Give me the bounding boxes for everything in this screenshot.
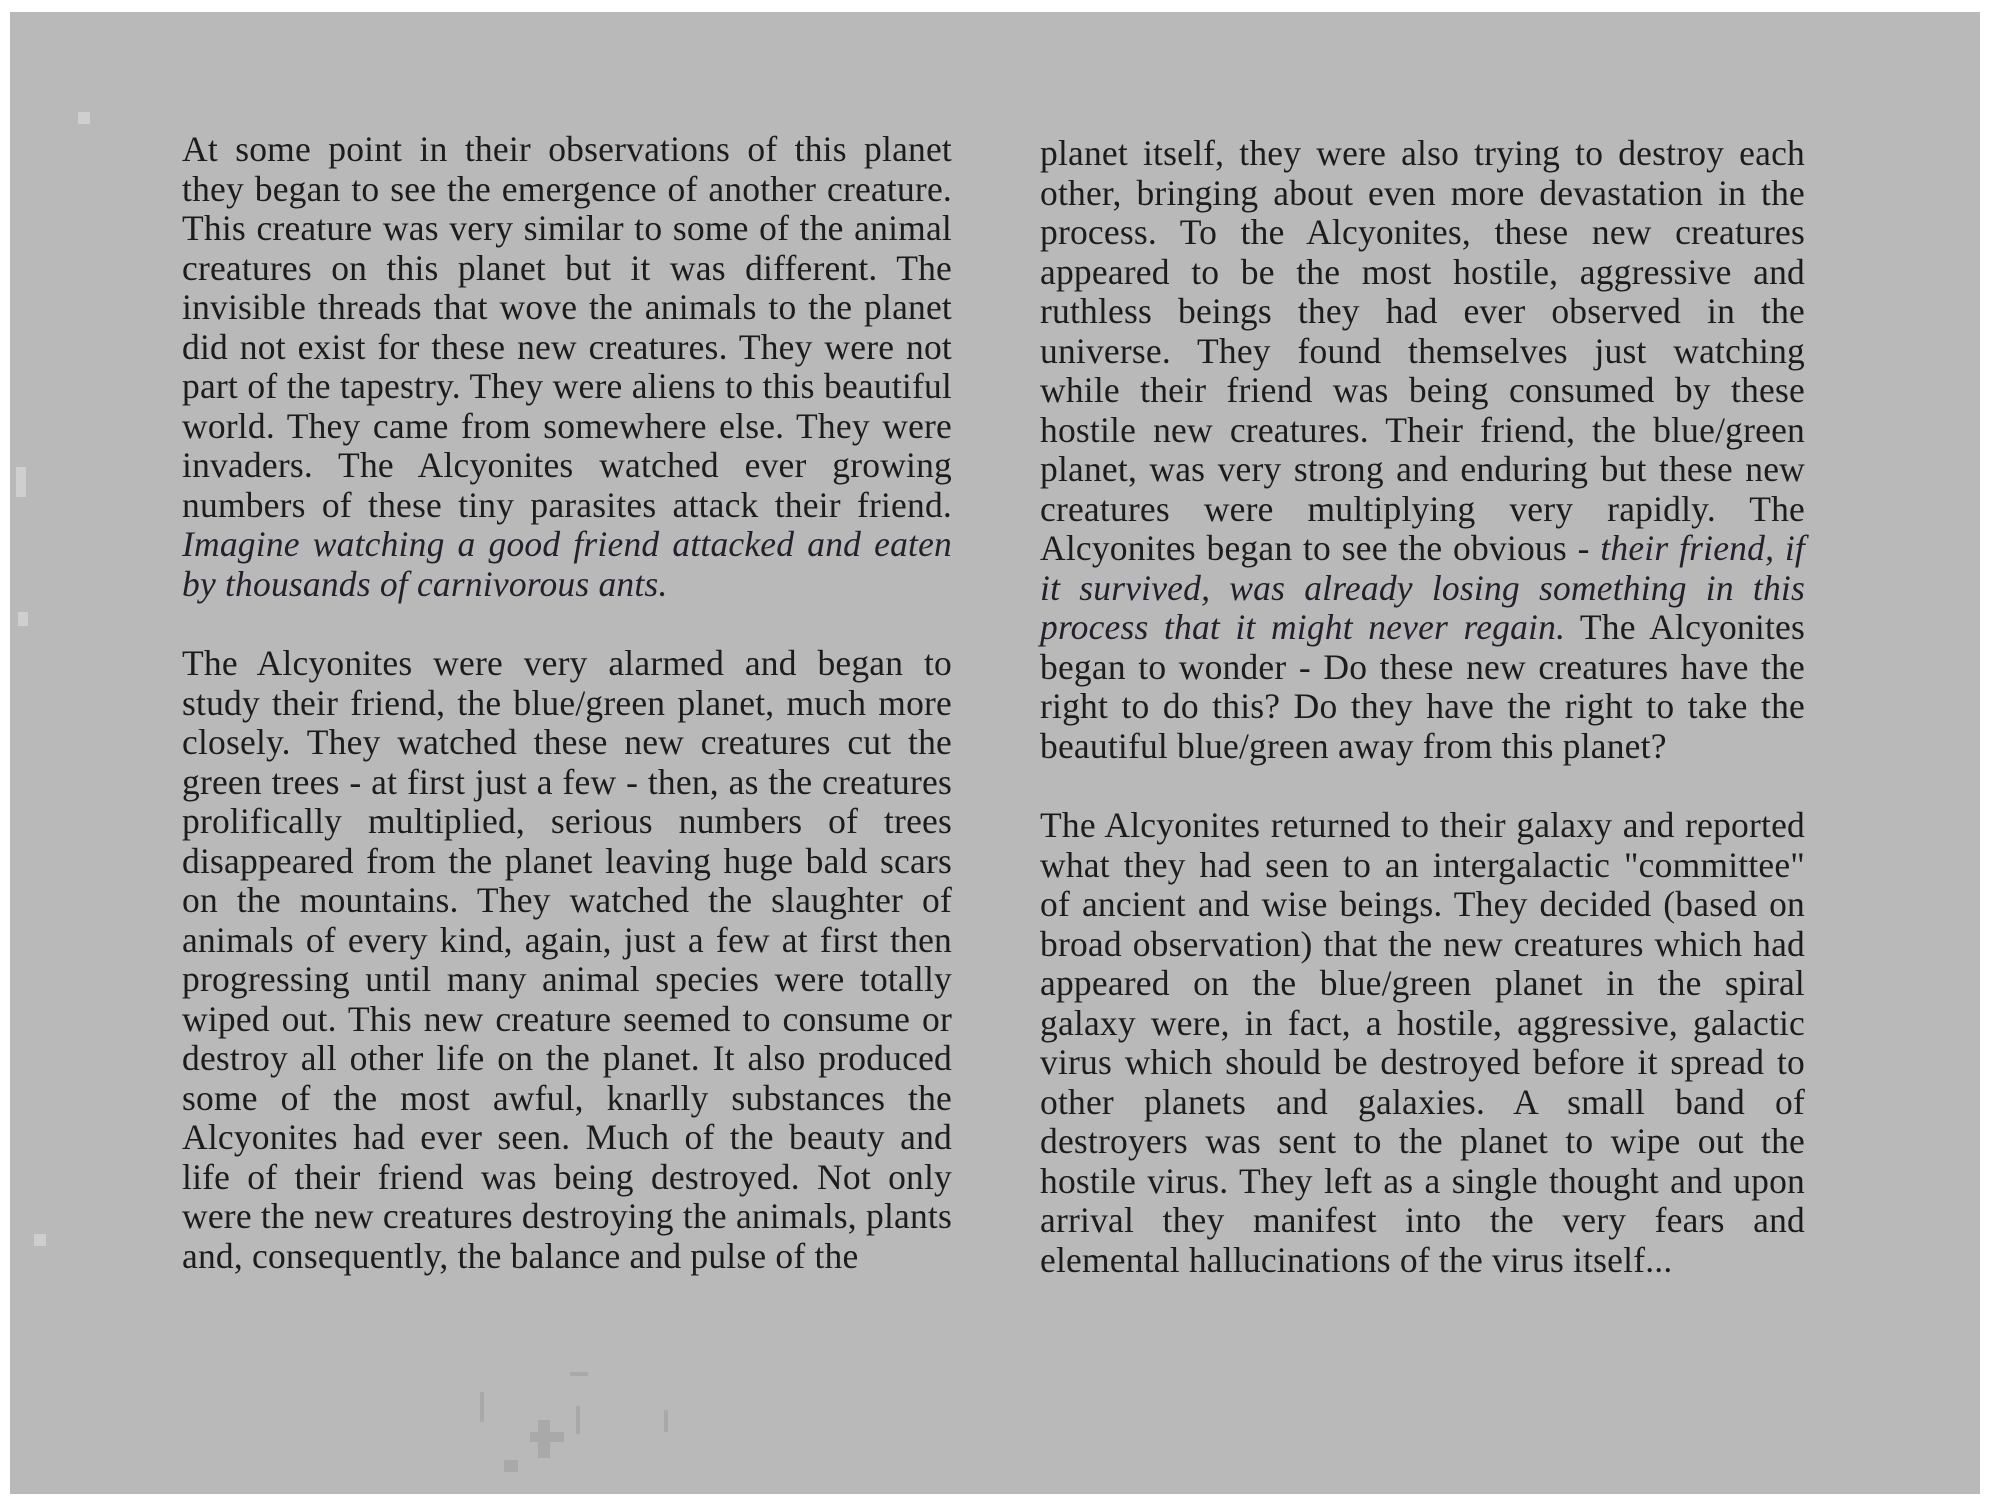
right-paragraph-1-text-before: planet itself, they were also trying to destroy each other, bringing about even more devastation in the process. To the Alcyonites, these new creatures appeared to be the most hostile, aggressive and ruthless beings they had ever observed in the universe. They found themselves just watching while their friend was being consumed by these hostile new creatures. Their friend, the blue/green planet, was very strong and enduring but these new creatures were multiplying very rapidly. The Alcyonites began to see the obvious -: [1040, 133, 1805, 568]
left-column: [182, 130, 952, 1316]
right-paragraph-2: [1040, 806, 1805, 1280]
right-paragraph-1-italic: their friend, if it survived, was already losing something in this process that it might never regain.: [1040, 528, 1805, 647]
left-paragraph-1: [182, 130, 952, 604]
scan-speck: [504, 1460, 518, 1472]
left-paragraph-1-italic: Imagine watching a good friend attacked and eaten by thousands of carnivorous ants.: [182, 524, 952, 604]
scan-speck: [570, 1372, 588, 1376]
right-column: [1040, 134, 1805, 1320]
left-paragraph-1-text: At some point in their observations of this planet they began to see the emergence of another creature. This creature was very similar to some of the animal creatures on this planet but it was different. The invisible threads that wove the animals to the planet did not exist for these new creatures. They were not part of the tapestry. They were aliens to this beautiful world. They came from somewhere else. They were invaders. The Alcyonites watched ever growing numbers of these tiny parasites attack their friend.: [182, 129, 952, 525]
scan-speck: [664, 1410, 668, 1432]
scan-speck: [78, 112, 90, 124]
right-paragraph-1-text-after: The Alcyonites began to wonder - Do these new creatures have the right to do this? Do they have the right to take the beautiful blue/green away from this planet?: [1040, 607, 1805, 766]
scan-speck: [538, 1420, 550, 1458]
scanned-page: [10, 12, 1980, 1494]
scan-speck: [480, 1392, 484, 1422]
left-paragraph-2: [182, 644, 952, 1276]
right-paragraph-1: [1040, 134, 1805, 766]
scan-speck: [576, 1406, 580, 1434]
left-paragraph-2-text: The Alcyonites were very alarmed and began to study their friend, the blue/green planet, much more closely. They watched these new creatures cut the green trees - at first just a few - then, as the creatures prolifically multiplied, serious numbers of trees disappeared from the planet leaving huge bald scars on the mountains. They watched the slaughter of animals of every kind, again, just a few at first then progressing until many animal species were totally wiped out. This new creature seemed to consume or destroy all other life on the planet. It also produced some of the most awful, knarlly substances the Alcyonites had ever seen. Much of the beauty and life of their friend was being destroyed. Not only were the new creatures destroying the animals, plants and, consequently, the balance and pulse of the: [182, 643, 952, 1276]
scan-speck: [18, 612, 28, 626]
right-paragraph-2-text: The Alcyonites returned to their galaxy and reported what they had seen to an intergalactic "committee" of ancient and wise beings. They decided (based on broad observation) that the new creatures which had appeared on the blue/green planet in the spiral galaxy were, in fact, a hostile, aggressive, galactic virus which should be destroyed before it spread to other planets and galaxies. A small band of destroyers was sent to the planet to wipe out the hostile virus. They left as a single thought and upon arrival they manifest into the very fears and elemental hallucinations of the virus itself...: [1040, 805, 1805, 1280]
scan-speck: [16, 467, 26, 497]
scan-speck: [34, 1234, 46, 1246]
